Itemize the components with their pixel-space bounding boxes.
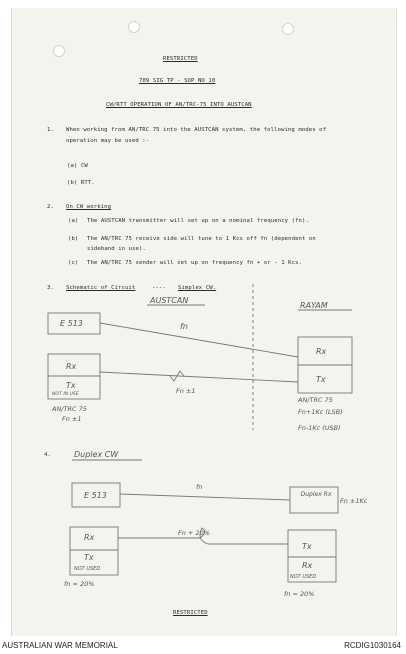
return-signal-line xyxy=(100,372,298,382)
document-reference: 709 SIG TP - SOP NO 10 xyxy=(139,78,216,84)
fn-20-left-label: fn = 20% xyxy=(64,580,95,588)
para-1-item-a: (a) CW xyxy=(67,163,88,169)
document-title: CW/RTT OPERATION OF AN/TRC-75 INTO AUSTCAN xyxy=(106,102,252,108)
rayam-rx-label: Rx xyxy=(316,347,327,356)
e513-label-2: E 513 xyxy=(84,491,107,500)
para-1-line-2: operation may be used :- xyxy=(66,138,150,144)
fn-left-label: Fn ±1 xyxy=(62,415,82,423)
an-trc-right-label: AN/TRC 75 xyxy=(298,396,333,404)
fn-label-2: fn xyxy=(196,483,203,491)
left-rx-label: Rx xyxy=(84,533,95,542)
para-2-a-text: The AUSTCAN transmitter will set up on a nominal frequency (fn). xyxy=(87,218,309,224)
para-1-line-1: When working from AN/TRC 75 into the AUSTCAN system, the following modes of xyxy=(66,127,327,133)
para-3-mode: Simplex CW. xyxy=(178,285,217,291)
e513-label: E 513 xyxy=(60,319,83,328)
austcan-rx-label: Rx xyxy=(66,362,77,371)
archive-name: AUSTRALIAN WAR MEMORIAL xyxy=(2,641,118,650)
archive-footer xyxy=(0,637,406,654)
para-4-number: 4. xyxy=(44,452,51,458)
classification-footer: RESTRICTED xyxy=(173,610,208,616)
an-trc-left-label: AN/TRC 75 xyxy=(52,405,87,413)
fn-20-right-label: fn = 20% xyxy=(284,590,315,598)
not-used-label-left: NOT USED xyxy=(74,566,101,572)
right-rx-label: Rx xyxy=(302,561,313,570)
para-3-heading: Schematic of Circuit xyxy=(66,285,136,291)
para-1-item-b: (b) RTT. xyxy=(67,180,95,186)
fn-lsb-label: Fn+1Kc (LSB) xyxy=(298,408,343,416)
para-2-c-label: (c) xyxy=(68,260,79,266)
not-used-label-right: NOT USED xyxy=(290,574,317,580)
fn-mid-label: fn xyxy=(180,322,188,331)
fn-signal-line-2 xyxy=(120,494,290,500)
fn-pm1-label: Fn ±1 xyxy=(176,387,196,395)
austcan-label: AUSTCAN xyxy=(150,296,189,305)
para-2-b-label: (b) xyxy=(68,236,79,242)
archive-record-id: RCDIG1030164 xyxy=(344,641,401,650)
rayam-label: RAYAM xyxy=(300,301,328,310)
austcan-tx-label: Tx xyxy=(66,381,76,390)
classification-header: RESTRICTED xyxy=(163,56,198,62)
para-4-heading: Duplex CW xyxy=(74,450,119,459)
fn-signal-line xyxy=(100,323,298,357)
not-in-use-label: NOT IN USE xyxy=(52,392,79,397)
para-2-number: 2. xyxy=(47,204,54,210)
para-3-number: 3. xyxy=(47,285,54,291)
para-2-a-label: (a) xyxy=(68,218,79,224)
para-3-dash: ---- xyxy=(152,285,166,291)
para-2-c-text: The AN/TRC 75 sender will set up on frequency fn + or - 1 Kcs. xyxy=(87,260,302,266)
para-2-b-line-2: sideband in use). xyxy=(87,246,146,252)
fn-shift-label: Fn + 20% xyxy=(178,529,210,537)
fn-usb-label: Fn-1Kc (USB) xyxy=(298,424,341,432)
para-2-b-line-1: The AN/TRC 75 receive side will tune to 1 Kcs off fn (dependent on xyxy=(87,236,316,242)
para-1-number: 1. xyxy=(47,127,54,133)
fn-right-label: Fn ±1Kc xyxy=(340,497,368,505)
duplex-rx-label: Duplex Rx xyxy=(300,491,332,498)
para-2-heading: On CW working xyxy=(66,204,112,210)
right-tx-label: Tx xyxy=(302,542,312,551)
rayam-tx-label: Tx xyxy=(316,375,326,384)
left-tx-label: Tx xyxy=(84,553,94,562)
